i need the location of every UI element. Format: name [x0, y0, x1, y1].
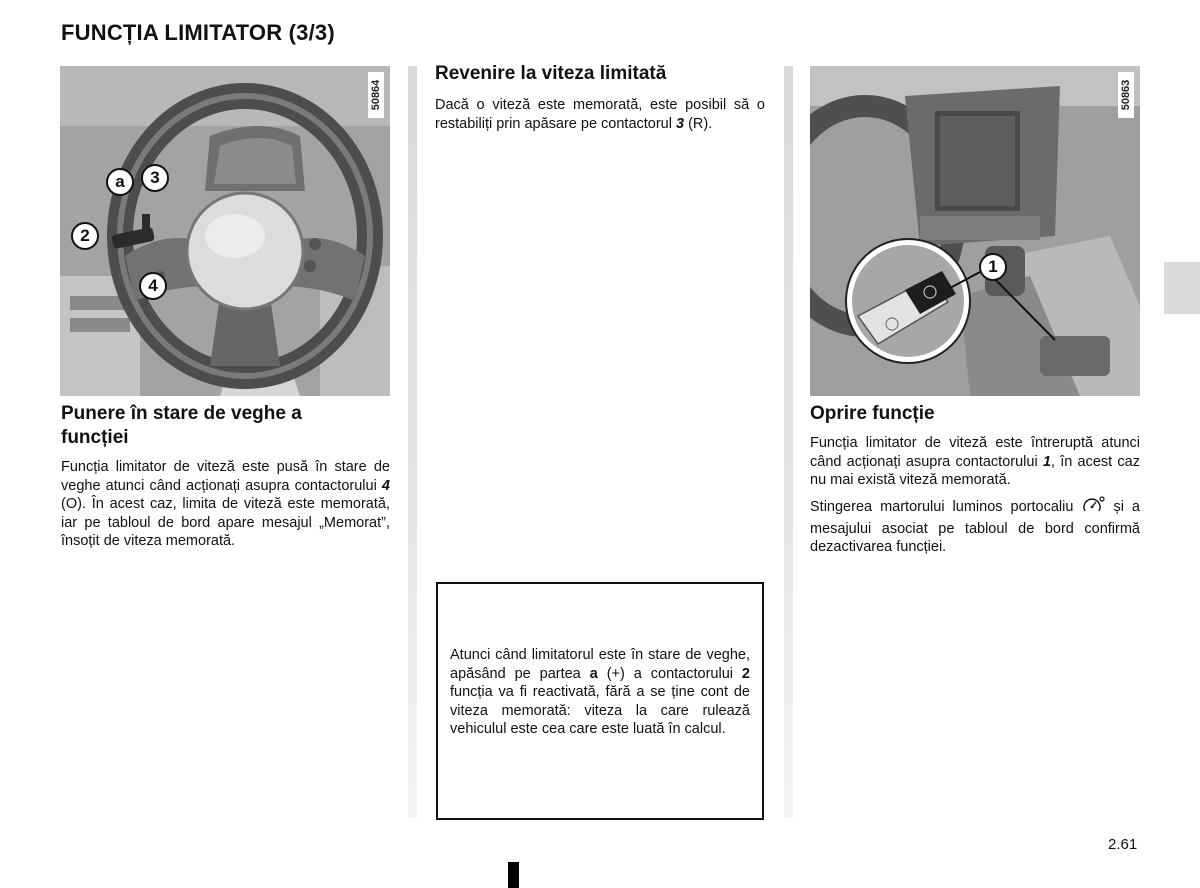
paragraph-standby: Funcția limitator de viteză este pusă în stare de veghe atunci când acționați asupra contactorului 4 (O). În acest caz, limita de viteză este memorată, iar pe tabloul de bord apare mesajul „Memorat”, însoțit de viteza memorată. [61, 459, 390, 549]
figure-reference-code: 50864 [368, 72, 384, 118]
steering-wheel-illustration [60, 66, 390, 396]
callout-4: 4 [139, 272, 167, 300]
heading-return-to-limited-speed: Revenire la viteza limitată [435, 63, 667, 84]
heading-standby: Punere în stare de veghe a funcției [61, 403, 302, 448]
callout-a: a [106, 168, 134, 196]
page-number: 2.61 [1108, 836, 1138, 853]
paragraph-warning-light: Stingerea martorului luminos portocaliu și a mesajului asociat pe tabloul de bord confirmă dezactivarea funcției. [810, 496, 1140, 557]
paragraph-stop-function: Funcția limitator de viteză este întreruptă atunci când acționați asupra contactorului 1, în acest caz nu mai există viteză memorată. [810, 435, 1140, 488]
callout-1: 1 [979, 253, 1007, 281]
note-box [436, 582, 764, 820]
center-console-illustration [810, 66, 1140, 396]
section-tab-marker [1164, 262, 1200, 314]
center-console-drawing [810, 66, 1140, 396]
paragraph-return-to-limited-speed: Dacă o viteză este memorată, este posibil să o restabiliți prin apăsare pe contactorul 3 (R). [435, 97, 765, 132]
note-text: Atunci când limitatorul este în stare de veghe, apăsând pe partea a (+) a contactorului 2 funcția va fi reactivată, fără a se ține cont de viteza memorată: viteza la care rulează vehiculul este cea care este luată în calcul. [450, 647, 750, 737]
column-divider-right [784, 66, 793, 818]
speed-limiter-warning-icon [1081, 496, 1105, 520]
page-title: FUNCȚIA LIMITATOR (3/3) [61, 20, 335, 45]
column-divider-left [408, 66, 417, 818]
callout-2: 2 [71, 222, 99, 250]
figure-reference-code: 50863 [1118, 72, 1134, 118]
callout-3: 3 [141, 164, 169, 192]
bottom-crop-mark [508, 862, 519, 888]
steering-wheel-drawing [60, 66, 390, 396]
heading-stop-function: Oprire funcție [810, 403, 935, 424]
